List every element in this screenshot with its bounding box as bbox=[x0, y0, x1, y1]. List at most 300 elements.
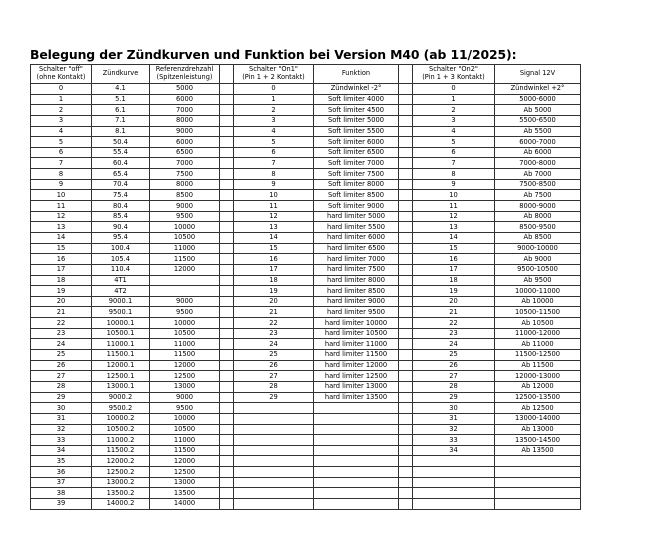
column-gap bbox=[220, 201, 234, 212]
cell-signal-12v: Ab 8000 bbox=[495, 211, 581, 222]
cell-switch-on2 bbox=[413, 477, 495, 488]
cell-switch-off: 1 bbox=[31, 94, 92, 105]
cell-switch-off: 12 bbox=[31, 211, 92, 222]
column-gap bbox=[220, 350, 234, 361]
cell-ignition-curve: 12500.2 bbox=[92, 467, 150, 478]
header-signal-12v: Signal 12V bbox=[495, 65, 581, 84]
cell-switch-off: 15 bbox=[31, 243, 92, 254]
cell-reference-rpm: 6000 bbox=[150, 94, 220, 105]
cell-signal-12v bbox=[495, 488, 581, 499]
cell-function: Soft limiter 5000 bbox=[314, 115, 399, 126]
table-row bbox=[31, 264, 581, 275]
column-gap bbox=[399, 286, 413, 297]
table-row bbox=[31, 371, 581, 382]
cell-reference-rpm: 10500 bbox=[150, 232, 220, 243]
table-row bbox=[31, 350, 581, 361]
table-row bbox=[31, 137, 581, 148]
column-gap bbox=[399, 254, 413, 265]
column-gap bbox=[399, 456, 413, 467]
cell-function: hard limiter 13500 bbox=[314, 392, 399, 403]
cell-ignition-curve: 13500.2 bbox=[92, 488, 150, 499]
cell-switch-on1: 15 bbox=[234, 243, 314, 254]
ignition-curve-table bbox=[30, 64, 581, 510]
cell-switch-off: 0 bbox=[31, 84, 92, 95]
cell-reference-rpm: 12000 bbox=[150, 264, 220, 275]
cell-switch-off: 39 bbox=[31, 498, 92, 509]
cell-signal-12v: 6000-7000 bbox=[495, 137, 581, 148]
table-row bbox=[31, 360, 581, 371]
cell-switch-on2: 0 bbox=[413, 84, 495, 95]
table-row bbox=[31, 275, 581, 286]
cell-switch-on2: 17 bbox=[413, 264, 495, 275]
cell-switch-on2 bbox=[413, 467, 495, 478]
cell-switch-off: 18 bbox=[31, 275, 92, 286]
table-row bbox=[31, 477, 581, 488]
column-gap bbox=[399, 232, 413, 243]
column-gap bbox=[220, 211, 234, 222]
cell-switch-on2: 10 bbox=[413, 190, 495, 201]
cell-ignition-curve: 9500.1 bbox=[92, 307, 150, 318]
cell-ignition-curve: 70.4 bbox=[92, 179, 150, 190]
cell-switch-on2: 23 bbox=[413, 328, 495, 339]
cell-function: hard limiter 12000 bbox=[314, 360, 399, 371]
column-gap bbox=[220, 307, 234, 318]
cell-switch-off: 28 bbox=[31, 381, 92, 392]
cell-switch-off: 34 bbox=[31, 445, 92, 456]
cell-function: hard limiter 5000 bbox=[314, 211, 399, 222]
cell-reference-rpm: 12000 bbox=[150, 360, 220, 371]
cell-switch-off: 30 bbox=[31, 403, 92, 414]
header-ignition-curve: Zündkurve bbox=[92, 65, 150, 84]
cell-reference-rpm: 11500 bbox=[150, 254, 220, 265]
cell-switch-off: 21 bbox=[31, 307, 92, 318]
cell-function bbox=[314, 403, 399, 414]
cell-switch-off: 10 bbox=[31, 190, 92, 201]
cell-switch-on2 bbox=[413, 456, 495, 467]
cell-signal-12v: 12500-13500 bbox=[495, 392, 581, 403]
column-gap bbox=[220, 435, 234, 446]
cell-reference-rpm: 8500 bbox=[150, 190, 220, 201]
cell-switch-on1 bbox=[234, 467, 314, 478]
cell-function: hard limiter 6500 bbox=[314, 243, 399, 254]
cell-switch-on2: 15 bbox=[413, 243, 495, 254]
table-row bbox=[31, 328, 581, 339]
cell-switch-on2: 11 bbox=[413, 201, 495, 212]
column-gap bbox=[220, 169, 234, 180]
cell-switch-off: 31 bbox=[31, 413, 92, 424]
cell-function: Soft limiter 7000 bbox=[314, 158, 399, 169]
cell-switch-on2: 20 bbox=[413, 296, 495, 307]
cell-signal-12v: Ab 13000 bbox=[495, 424, 581, 435]
cell-switch-on1: 21 bbox=[234, 307, 314, 318]
cell-signal-12v: 7500-8500 bbox=[495, 179, 581, 190]
cell-signal-12v: Ab 9500 bbox=[495, 275, 581, 286]
cell-ignition-curve: 13000.1 bbox=[92, 381, 150, 392]
cell-switch-off: 4 bbox=[31, 126, 92, 137]
header-switch-off: Schalter "off" (ohne Kontakt) bbox=[31, 65, 92, 84]
cell-reference-rpm: 12500 bbox=[150, 467, 220, 478]
cell-signal-12v: Ab 5500 bbox=[495, 126, 581, 137]
column-gap bbox=[220, 498, 234, 509]
cell-switch-off: 25 bbox=[31, 350, 92, 361]
table-row bbox=[31, 445, 581, 456]
cell-function bbox=[314, 424, 399, 435]
column-gap bbox=[399, 371, 413, 382]
cell-reference-rpm: 9500 bbox=[150, 211, 220, 222]
cell-function: Soft limiter 6500 bbox=[314, 147, 399, 158]
cell-function: hard limiter 10000 bbox=[314, 318, 399, 329]
cell-switch-on1 bbox=[234, 477, 314, 488]
cell-switch-off: 23 bbox=[31, 328, 92, 339]
column-gap bbox=[220, 158, 234, 169]
cell-ignition-curve: 65.4 bbox=[92, 169, 150, 180]
cell-reference-rpm: 8000 bbox=[150, 179, 220, 190]
column-gap bbox=[399, 158, 413, 169]
column-gap bbox=[220, 115, 234, 126]
cell-function: Soft limiter 8000 bbox=[314, 179, 399, 190]
cell-ignition-curve: 12500.1 bbox=[92, 371, 150, 382]
cell-reference-rpm: 11000 bbox=[150, 339, 220, 350]
cell-function: hard limiter 12500 bbox=[314, 371, 399, 382]
cell-signal-12v: 10500-11500 bbox=[495, 307, 581, 318]
column-gap bbox=[399, 275, 413, 286]
cell-signal-12v: 13500-14500 bbox=[495, 435, 581, 446]
column-gap bbox=[220, 94, 234, 105]
cell-function bbox=[314, 488, 399, 499]
cell-ignition-curve: 80.4 bbox=[92, 201, 150, 212]
table-row bbox=[31, 381, 581, 392]
table-row bbox=[31, 190, 581, 201]
cell-ignition-curve: 11000.2 bbox=[92, 435, 150, 446]
table-row bbox=[31, 126, 581, 137]
cell-signal-12v: 7000-8000 bbox=[495, 158, 581, 169]
column-gap bbox=[399, 381, 413, 392]
page-title: Belegung der Zündkurven und Funktion bei Version M40 (ab 11/2025): bbox=[30, 47, 517, 62]
table-row bbox=[31, 318, 581, 329]
cell-signal-12v bbox=[495, 498, 581, 509]
cell-reference-rpm: 9000 bbox=[150, 126, 220, 137]
cell-function bbox=[314, 467, 399, 478]
cell-reference-rpm: 10500 bbox=[150, 328, 220, 339]
table-row bbox=[31, 403, 581, 414]
table-row bbox=[31, 179, 581, 190]
column-gap bbox=[399, 445, 413, 456]
column-gap bbox=[399, 498, 413, 509]
cell-reference-rpm: 9500 bbox=[150, 403, 220, 414]
cell-function: hard limiter 7000 bbox=[314, 254, 399, 265]
cell-function: hard limiter 9500 bbox=[314, 307, 399, 318]
column-gap bbox=[399, 94, 413, 105]
cell-ignition-curve: 60.4 bbox=[92, 158, 150, 169]
column-gap bbox=[220, 254, 234, 265]
cell-switch-on1: 4 bbox=[234, 126, 314, 137]
cell-signal-12v bbox=[495, 467, 581, 478]
column-gap bbox=[220, 381, 234, 392]
cell-ignition-curve: 12000.2 bbox=[92, 456, 150, 467]
cell-switch-off: 17 bbox=[31, 264, 92, 275]
column-gap bbox=[220, 318, 234, 329]
cell-switch-on1: 14 bbox=[234, 232, 314, 243]
cell-function: hard limiter 6000 bbox=[314, 232, 399, 243]
cell-switch-on1 bbox=[234, 445, 314, 456]
cell-switch-on2: 3 bbox=[413, 115, 495, 126]
table-row bbox=[31, 467, 581, 478]
cell-reference-rpm: 10000 bbox=[150, 222, 220, 233]
cell-switch-on1: 24 bbox=[234, 339, 314, 350]
cell-signal-12v: 8500-9500 bbox=[495, 222, 581, 233]
cell-function: Soft limiter 4000 bbox=[314, 94, 399, 105]
column-gap bbox=[220, 190, 234, 201]
cell-ignition-curve: 10000.1 bbox=[92, 318, 150, 329]
cell-signal-12v: 8000-9000 bbox=[495, 201, 581, 212]
cell-switch-on2: 5 bbox=[413, 137, 495, 148]
cell-signal-12v: Ab 10000 bbox=[495, 296, 581, 307]
column-gap bbox=[399, 413, 413, 424]
cell-switch-on1: 5 bbox=[234, 137, 314, 148]
cell-ignition-curve: 4T1 bbox=[92, 275, 150, 286]
table-row bbox=[31, 169, 581, 180]
column-gap bbox=[399, 105, 413, 116]
cell-switch-on1: 7 bbox=[234, 158, 314, 169]
column-gap bbox=[220, 105, 234, 116]
cell-signal-12v bbox=[495, 477, 581, 488]
column-gap bbox=[399, 318, 413, 329]
cell-reference-rpm: 12500 bbox=[150, 371, 220, 382]
cell-switch-on1: 23 bbox=[234, 328, 314, 339]
column-gap bbox=[399, 190, 413, 201]
column-gap bbox=[399, 211, 413, 222]
table-row bbox=[31, 222, 581, 233]
cell-signal-12v: Ab 12000 bbox=[495, 381, 581, 392]
column-gap bbox=[220, 232, 234, 243]
cell-signal-12v: Zündwinkel +2° bbox=[495, 84, 581, 95]
cell-function bbox=[314, 477, 399, 488]
column-gap bbox=[399, 360, 413, 371]
table-row bbox=[31, 307, 581, 318]
cell-reference-rpm: 10500 bbox=[150, 424, 220, 435]
cell-reference-rpm bbox=[150, 286, 220, 297]
cell-reference-rpm: 7000 bbox=[150, 105, 220, 116]
cell-reference-rpm: 13000 bbox=[150, 381, 220, 392]
cell-signal-12v: Ab 7000 bbox=[495, 169, 581, 180]
cell-signal-12v: Ab 6000 bbox=[495, 147, 581, 158]
table-header-row bbox=[31, 65, 581, 84]
cell-switch-off: 7 bbox=[31, 158, 92, 169]
table-row bbox=[31, 94, 581, 105]
cell-reference-rpm: 9000 bbox=[150, 296, 220, 307]
cell-switch-on1: 27 bbox=[234, 371, 314, 382]
cell-switch-on2: 19 bbox=[413, 286, 495, 297]
cell-switch-off: 29 bbox=[31, 392, 92, 403]
cell-signal-12v: 13000-14000 bbox=[495, 413, 581, 424]
cell-reference-rpm: 9000 bbox=[150, 201, 220, 212]
cell-switch-on2: 31 bbox=[413, 413, 495, 424]
cell-signal-12v: 9500-10500 bbox=[495, 264, 581, 275]
cell-signal-12v: 5500-6500 bbox=[495, 115, 581, 126]
cell-switch-on1: 25 bbox=[234, 350, 314, 361]
cell-switch-on1 bbox=[234, 424, 314, 435]
cell-switch-on2: 34 bbox=[413, 445, 495, 456]
cell-switch-on1: 29 bbox=[234, 392, 314, 403]
table-row bbox=[31, 456, 581, 467]
cell-function: hard limiter 8000 bbox=[314, 275, 399, 286]
cell-signal-12v bbox=[495, 456, 581, 467]
cell-function: hard limiter 11500 bbox=[314, 350, 399, 361]
cell-reference-rpm: 11000 bbox=[150, 435, 220, 446]
cell-switch-on2: 9 bbox=[413, 179, 495, 190]
cell-ignition-curve: 50.4 bbox=[92, 137, 150, 148]
cell-switch-on2: 29 bbox=[413, 392, 495, 403]
column-gap bbox=[399, 65, 413, 84]
cell-switch-on2 bbox=[413, 498, 495, 509]
column-gap bbox=[220, 84, 234, 95]
cell-signal-12v: 11500-12500 bbox=[495, 350, 581, 361]
cell-switch-off: 14 bbox=[31, 232, 92, 243]
column-gap bbox=[220, 339, 234, 350]
cell-signal-12v: 10000-11000 bbox=[495, 286, 581, 297]
cell-switch-off: 37 bbox=[31, 477, 92, 488]
column-gap bbox=[220, 477, 234, 488]
cell-function bbox=[314, 413, 399, 424]
cell-switch-off: 32 bbox=[31, 424, 92, 435]
column-gap bbox=[220, 445, 234, 456]
cell-switch-on1: 8 bbox=[234, 169, 314, 180]
column-gap bbox=[399, 424, 413, 435]
cell-signal-12v: Ab 7500 bbox=[495, 190, 581, 201]
cell-ignition-curve: 9000.2 bbox=[92, 392, 150, 403]
cell-switch-on1: 20 bbox=[234, 296, 314, 307]
column-gap bbox=[220, 392, 234, 403]
cell-function: hard limiter 9000 bbox=[314, 296, 399, 307]
cell-switch-off: 22 bbox=[31, 318, 92, 329]
cell-switch-on1: 17 bbox=[234, 264, 314, 275]
column-gap bbox=[399, 403, 413, 414]
cell-switch-off: 16 bbox=[31, 254, 92, 265]
cell-function: Soft limiter 7500 bbox=[314, 169, 399, 180]
column-gap bbox=[220, 275, 234, 286]
cell-ignition-curve: 5.1 bbox=[92, 94, 150, 105]
cell-switch-on1: 26 bbox=[234, 360, 314, 371]
header-function: Funktion bbox=[314, 65, 399, 84]
cell-switch-off: 38 bbox=[31, 488, 92, 499]
cell-switch-on1: 3 bbox=[234, 115, 314, 126]
table-row bbox=[31, 201, 581, 212]
table-row bbox=[31, 158, 581, 169]
header-reference-rpm: Referenzdrehzahl (Spitzenleistung) bbox=[150, 65, 220, 84]
cell-reference-rpm: 9000 bbox=[150, 392, 220, 403]
column-gap bbox=[220, 243, 234, 254]
cell-reference-rpm: 8000 bbox=[150, 115, 220, 126]
table-row bbox=[31, 84, 581, 95]
cell-switch-off: 11 bbox=[31, 201, 92, 212]
cell-reference-rpm: 7000 bbox=[150, 158, 220, 169]
column-gap bbox=[220, 179, 234, 190]
column-gap bbox=[220, 488, 234, 499]
column-gap bbox=[399, 222, 413, 233]
column-gap bbox=[220, 222, 234, 233]
cell-ignition-curve: 90.4 bbox=[92, 222, 150, 233]
cell-switch-on2: 8 bbox=[413, 169, 495, 180]
cell-function: hard limiter 11000 bbox=[314, 339, 399, 350]
cell-ignition-curve: 11000.1 bbox=[92, 339, 150, 350]
cell-switch-on1: 28 bbox=[234, 381, 314, 392]
cell-ignition-curve: 9000.1 bbox=[92, 296, 150, 307]
cell-switch-on1: 1 bbox=[234, 94, 314, 105]
cell-function bbox=[314, 498, 399, 509]
cell-switch-off: 24 bbox=[31, 339, 92, 350]
cell-reference-rpm: 10000 bbox=[150, 413, 220, 424]
cell-ignition-curve: 100.4 bbox=[92, 243, 150, 254]
column-gap bbox=[399, 84, 413, 95]
cell-switch-on2: 28 bbox=[413, 381, 495, 392]
table-row bbox=[31, 296, 581, 307]
cell-signal-12v: Ab 5000 bbox=[495, 105, 581, 116]
column-gap bbox=[220, 360, 234, 371]
cell-reference-rpm: 13500 bbox=[150, 488, 220, 499]
cell-function: hard limiter 10500 bbox=[314, 328, 399, 339]
cell-signal-12v: Ab 11000 bbox=[495, 339, 581, 350]
cell-ignition-curve: 9500.2 bbox=[92, 403, 150, 414]
cell-signal-12v: Ab 13500 bbox=[495, 445, 581, 456]
cell-switch-on2: 12 bbox=[413, 211, 495, 222]
cell-signal-12v: Ab 8500 bbox=[495, 232, 581, 243]
cell-switch-on2: 18 bbox=[413, 275, 495, 286]
table-row bbox=[31, 498, 581, 509]
cell-switch-on2: 22 bbox=[413, 318, 495, 329]
cell-ignition-curve: 7.1 bbox=[92, 115, 150, 126]
cell-switch-on1: 2 bbox=[234, 105, 314, 116]
cell-switch-off: 20 bbox=[31, 296, 92, 307]
cell-signal-12v: Ab 10500 bbox=[495, 318, 581, 329]
cell-switch-on1: 9 bbox=[234, 179, 314, 190]
cell-function: hard limiter 7500 bbox=[314, 264, 399, 275]
cell-signal-12v: 5000-6000 bbox=[495, 94, 581, 105]
table-row bbox=[31, 115, 581, 126]
cell-switch-on2: 21 bbox=[413, 307, 495, 318]
cell-reference-rpm: 11000 bbox=[150, 243, 220, 254]
column-gap bbox=[220, 286, 234, 297]
cell-ignition-curve: 4T2 bbox=[92, 286, 150, 297]
cell-ignition-curve: 85.4 bbox=[92, 211, 150, 222]
column-gap bbox=[399, 435, 413, 446]
cell-switch-on1: 22 bbox=[234, 318, 314, 329]
column-gap bbox=[399, 296, 413, 307]
table-row bbox=[31, 488, 581, 499]
cell-switch-on2 bbox=[413, 488, 495, 499]
cell-switch-on1: 11 bbox=[234, 201, 314, 212]
column-gap bbox=[399, 147, 413, 158]
cell-ignition-curve: 13000.2 bbox=[92, 477, 150, 488]
table-row bbox=[31, 286, 581, 297]
cell-switch-on1: 0 bbox=[234, 84, 314, 95]
cell-switch-on2: 24 bbox=[413, 339, 495, 350]
column-gap bbox=[399, 264, 413, 275]
cell-switch-on1: 16 bbox=[234, 254, 314, 265]
column-gap bbox=[220, 126, 234, 137]
table-row bbox=[31, 413, 581, 424]
cell-switch-off: 9 bbox=[31, 179, 92, 190]
cell-reference-rpm: 10000 bbox=[150, 318, 220, 329]
cell-ignition-curve: 55.4 bbox=[92, 147, 150, 158]
column-gap bbox=[399, 307, 413, 318]
column-gap bbox=[220, 296, 234, 307]
table-row bbox=[31, 211, 581, 222]
cell-ignition-curve: 14000.2 bbox=[92, 498, 150, 509]
cell-switch-on1: 18 bbox=[234, 275, 314, 286]
cell-signal-12v: Ab 11500 bbox=[495, 360, 581, 371]
cell-switch-on2: 26 bbox=[413, 360, 495, 371]
cell-signal-12v: 9000-10000 bbox=[495, 243, 581, 254]
